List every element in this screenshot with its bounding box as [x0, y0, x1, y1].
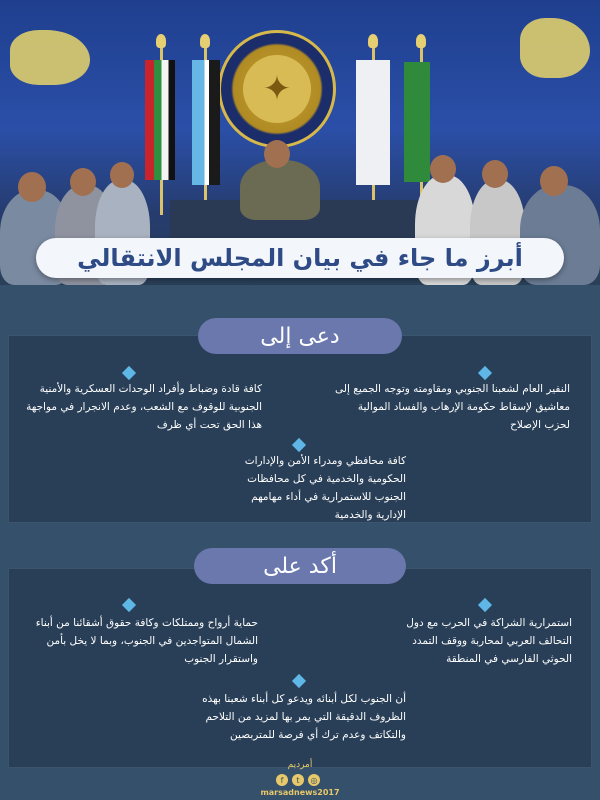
person-head — [482, 160, 508, 188]
pole-tip — [200, 34, 210, 48]
twitter-icon[interactable]: t — [292, 774, 304, 786]
list-item: كافة قادة وضباط وأفراد الوحدات العسكرية والأمنية الجنوبية للوقوف مع الشعب، وعدم الانجرار في مواجهة هذا الحق تحت أي ظرف — [26, 383, 262, 431]
person-head — [18, 172, 46, 202]
list-item: حماية أرواح وممتلكات وكافة حقوق أشقائنا من أبناء الشمال المتواجدين في الجنوب، وبما لا يخل بأمن واستقرار الجنوب — [35, 617, 258, 665]
pole-tip — [416, 34, 426, 48]
council-emblem — [218, 30, 336, 148]
list-item: استمرارية الشراكة في الحرب مع دول التحالف العربي لمحاربة ووقف التمدد الحوثي الفارسي في المنطقة — [406, 617, 572, 665]
person-head — [70, 168, 96, 196]
person — [240, 160, 320, 220]
social-icons — [276, 774, 320, 786]
flag-south — [192, 60, 220, 185]
title-banner — [36, 238, 564, 278]
eagle-icon: ✦ — [243, 55, 311, 123]
person-head — [110, 162, 134, 188]
pole-tip — [156, 34, 166, 48]
footer-handle: marsadnews2017 — [260, 788, 340, 797]
list-item: النفير العام لشعبنا الجنوبي ومقاومته وتوجه الجميع إلى معاشيق لإسقاط حكومة الإرهاب والفساد الموالية لحزب الإصلاح — [335, 383, 570, 431]
page-title: أبرز ما جاء في بيان المجلس الانتقالي — [77, 244, 523, 272]
instagram-icon[interactable]: ◎ — [308, 774, 320, 786]
flag-white — [356, 60, 390, 185]
person-head — [430, 155, 456, 183]
pole-tip — [368, 34, 378, 48]
list-item: أن الجنوب لكل أبنائه ويدعو كل أبناء شعبنا بهذه الظروف الدقيقة التي يمر بها لمزيد من التلاحم والتكاتف وعدم ترك أي فرصة للمتربصين — [202, 693, 406, 741]
section-call-label: دعى إلى — [198, 318, 402, 354]
footer-brand: أمرديم — [287, 760, 313, 770]
section-confirm-label: أكد على — [194, 548, 406, 584]
facebook-icon[interactable]: f — [276, 774, 288, 786]
person-head — [540, 166, 568, 196]
flag-saudi — [404, 62, 430, 182]
list-item: كافة محافظي ومدراء الأمن والإدارات الحكومية والخدمية في كل محافظات الجنوب للاستمرارية في أداء مهامهم الإدارية والخدمية — [244, 455, 406, 521]
flag-uae — [145, 60, 175, 180]
map-shape-left — [10, 30, 90, 85]
person-head — [264, 140, 290, 168]
map-shape-right — [520, 18, 590, 78]
